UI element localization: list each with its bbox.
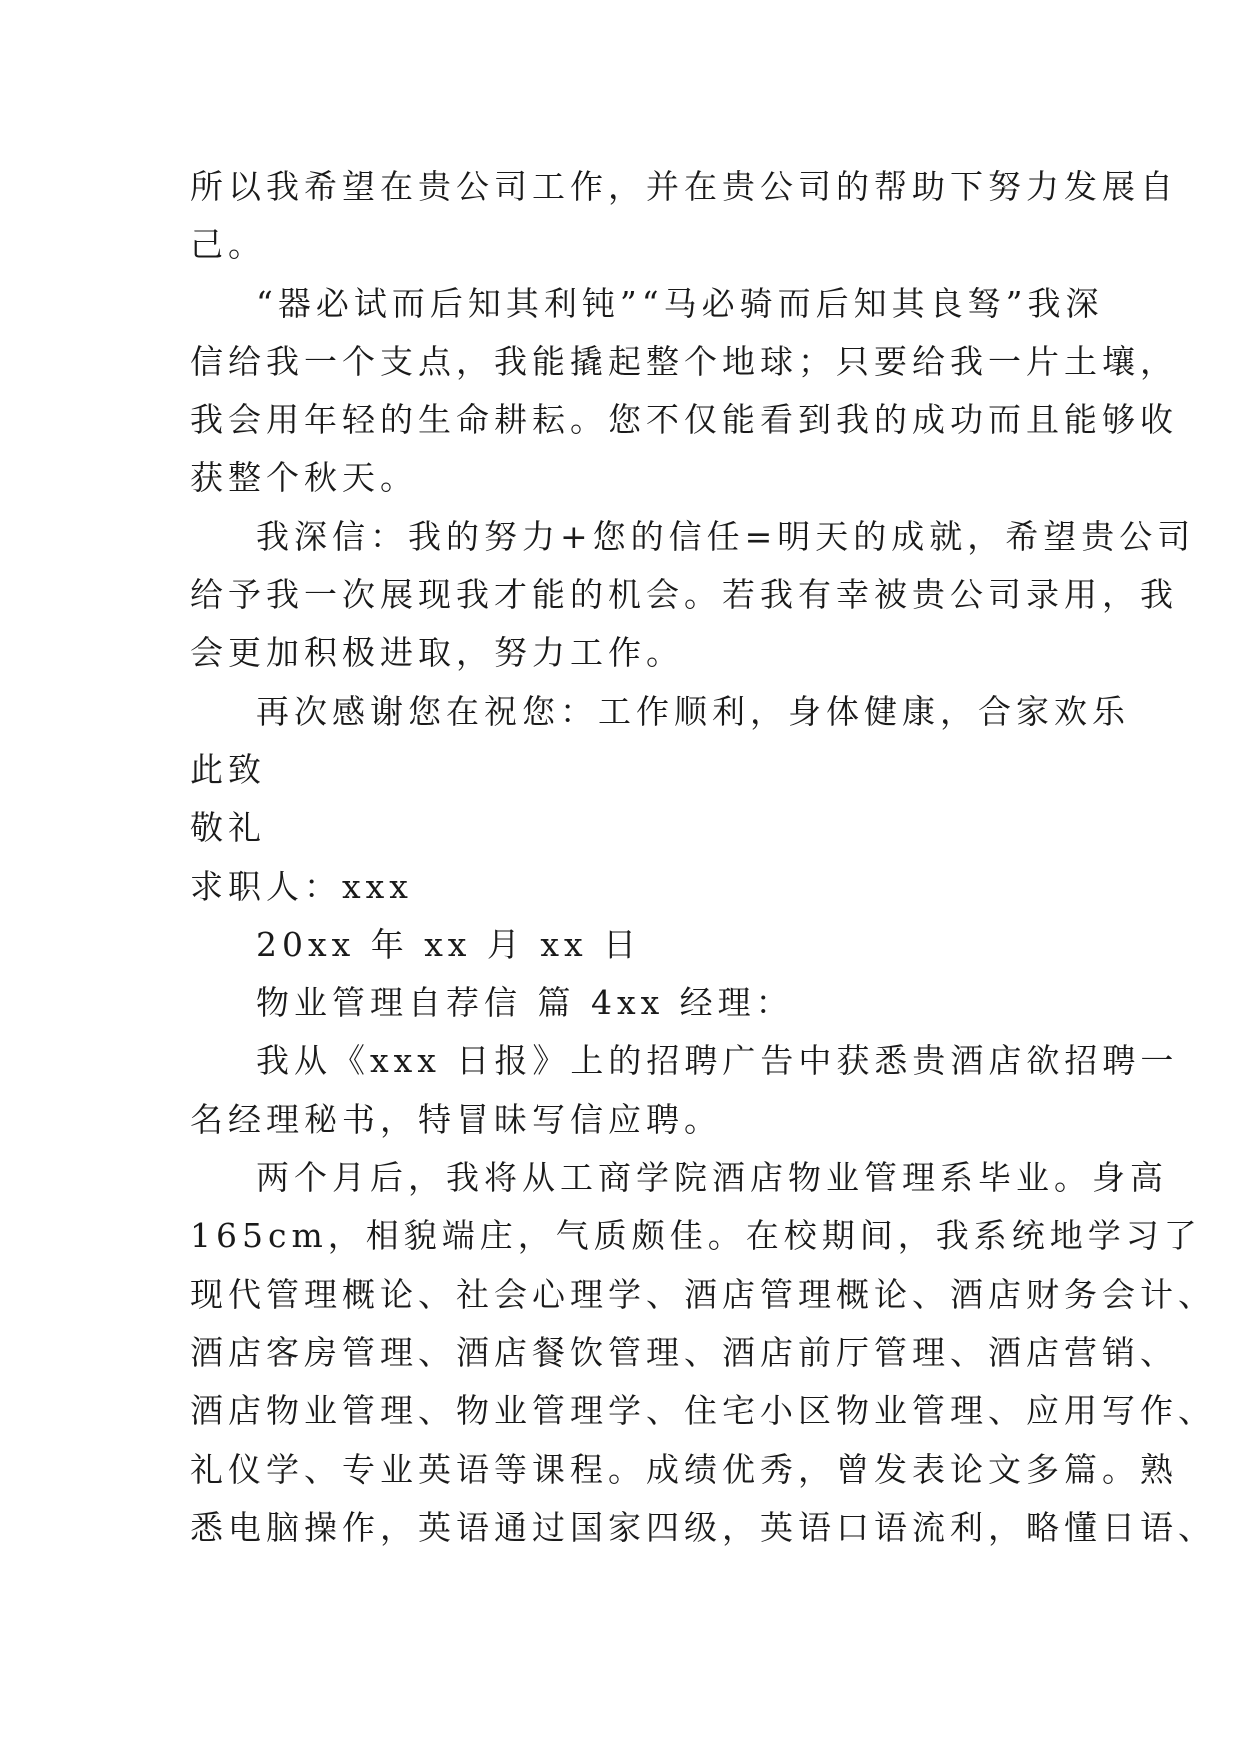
text-line: 酒店物业管理、物业管理学、住宅小区物业管理、应用写作、: [190, 1391, 1216, 1431]
letter-body: [190, 158, 1216, 1557]
text-line: 两个月后，我将从工商学院酒店物业管理系毕业。身高: [256, 1158, 1168, 1198]
text-line: 己。: [190, 225, 266, 265]
section-heading: 物业管理自荐信 篇 4xx 经理：: [256, 983, 794, 1023]
text-line: “器必试而后知其利钝”“马必骑而后知其良驽”我深: [256, 283, 1104, 323]
closing-line: 敬礼: [190, 808, 266, 848]
text-line: 165cm，相貌端庄，气质颇佳。在校期间，我系统地学习了: [190, 1216, 1202, 1256]
text-line: 所以我希望在贵公司工作，并在贵公司的帮助下努力发展自: [190, 167, 1178, 206]
text-line: 我深信：我的努力+您的信任=明天的成就，希望贵公司: [256, 516, 1196, 556]
text-line: 获整个秋天。: [190, 458, 418, 498]
text-line: 给予我一次展现我才能的机会。若我有幸被贵公司录用，我: [190, 575, 1178, 615]
date-line: 20xx 年 xx 月 xx 日: [256, 924, 642, 964]
text-line: 再次感谢您在祝您：工作顺利，身体健康，合家欢乐: [256, 691, 1130, 731]
text-line: 会更加积极进取，努力工作。: [190, 633, 684, 673]
text-line: 名经理秘书，特冒昧写信应聘。: [190, 1099, 722, 1139]
text-line: 酒店客房管理、酒店餐饮管理、酒店前厅管理、酒店营销、: [190, 1332, 1178, 1372]
closing-line: 此致: [190, 749, 266, 789]
text-line: 悉电脑操作，英语通过国家四级，英语口语流利，略懂日语、: [190, 1507, 1216, 1547]
text-line: 礼仪学、专业英语等课程。成绩优秀，曾发表论文多篇。熟: [190, 1449, 1178, 1489]
text-line: 信给我一个支点，我能撬起整个地球；只要给我一片土壤，: [190, 341, 1178, 381]
text-line: 我从《xxx 日报》上的招聘广告中获悉贵酒店欲招聘一: [256, 1041, 1179, 1081]
signature-line: 求职人：xxx: [190, 866, 413, 906]
text-line: 现代管理概论、社会心理学、酒店管理概论、酒店财务会计、: [190, 1274, 1216, 1314]
text-line: 我会用年轻的生命耕耘。您不仅能看到我的成功而且能够收: [190, 400, 1178, 440]
